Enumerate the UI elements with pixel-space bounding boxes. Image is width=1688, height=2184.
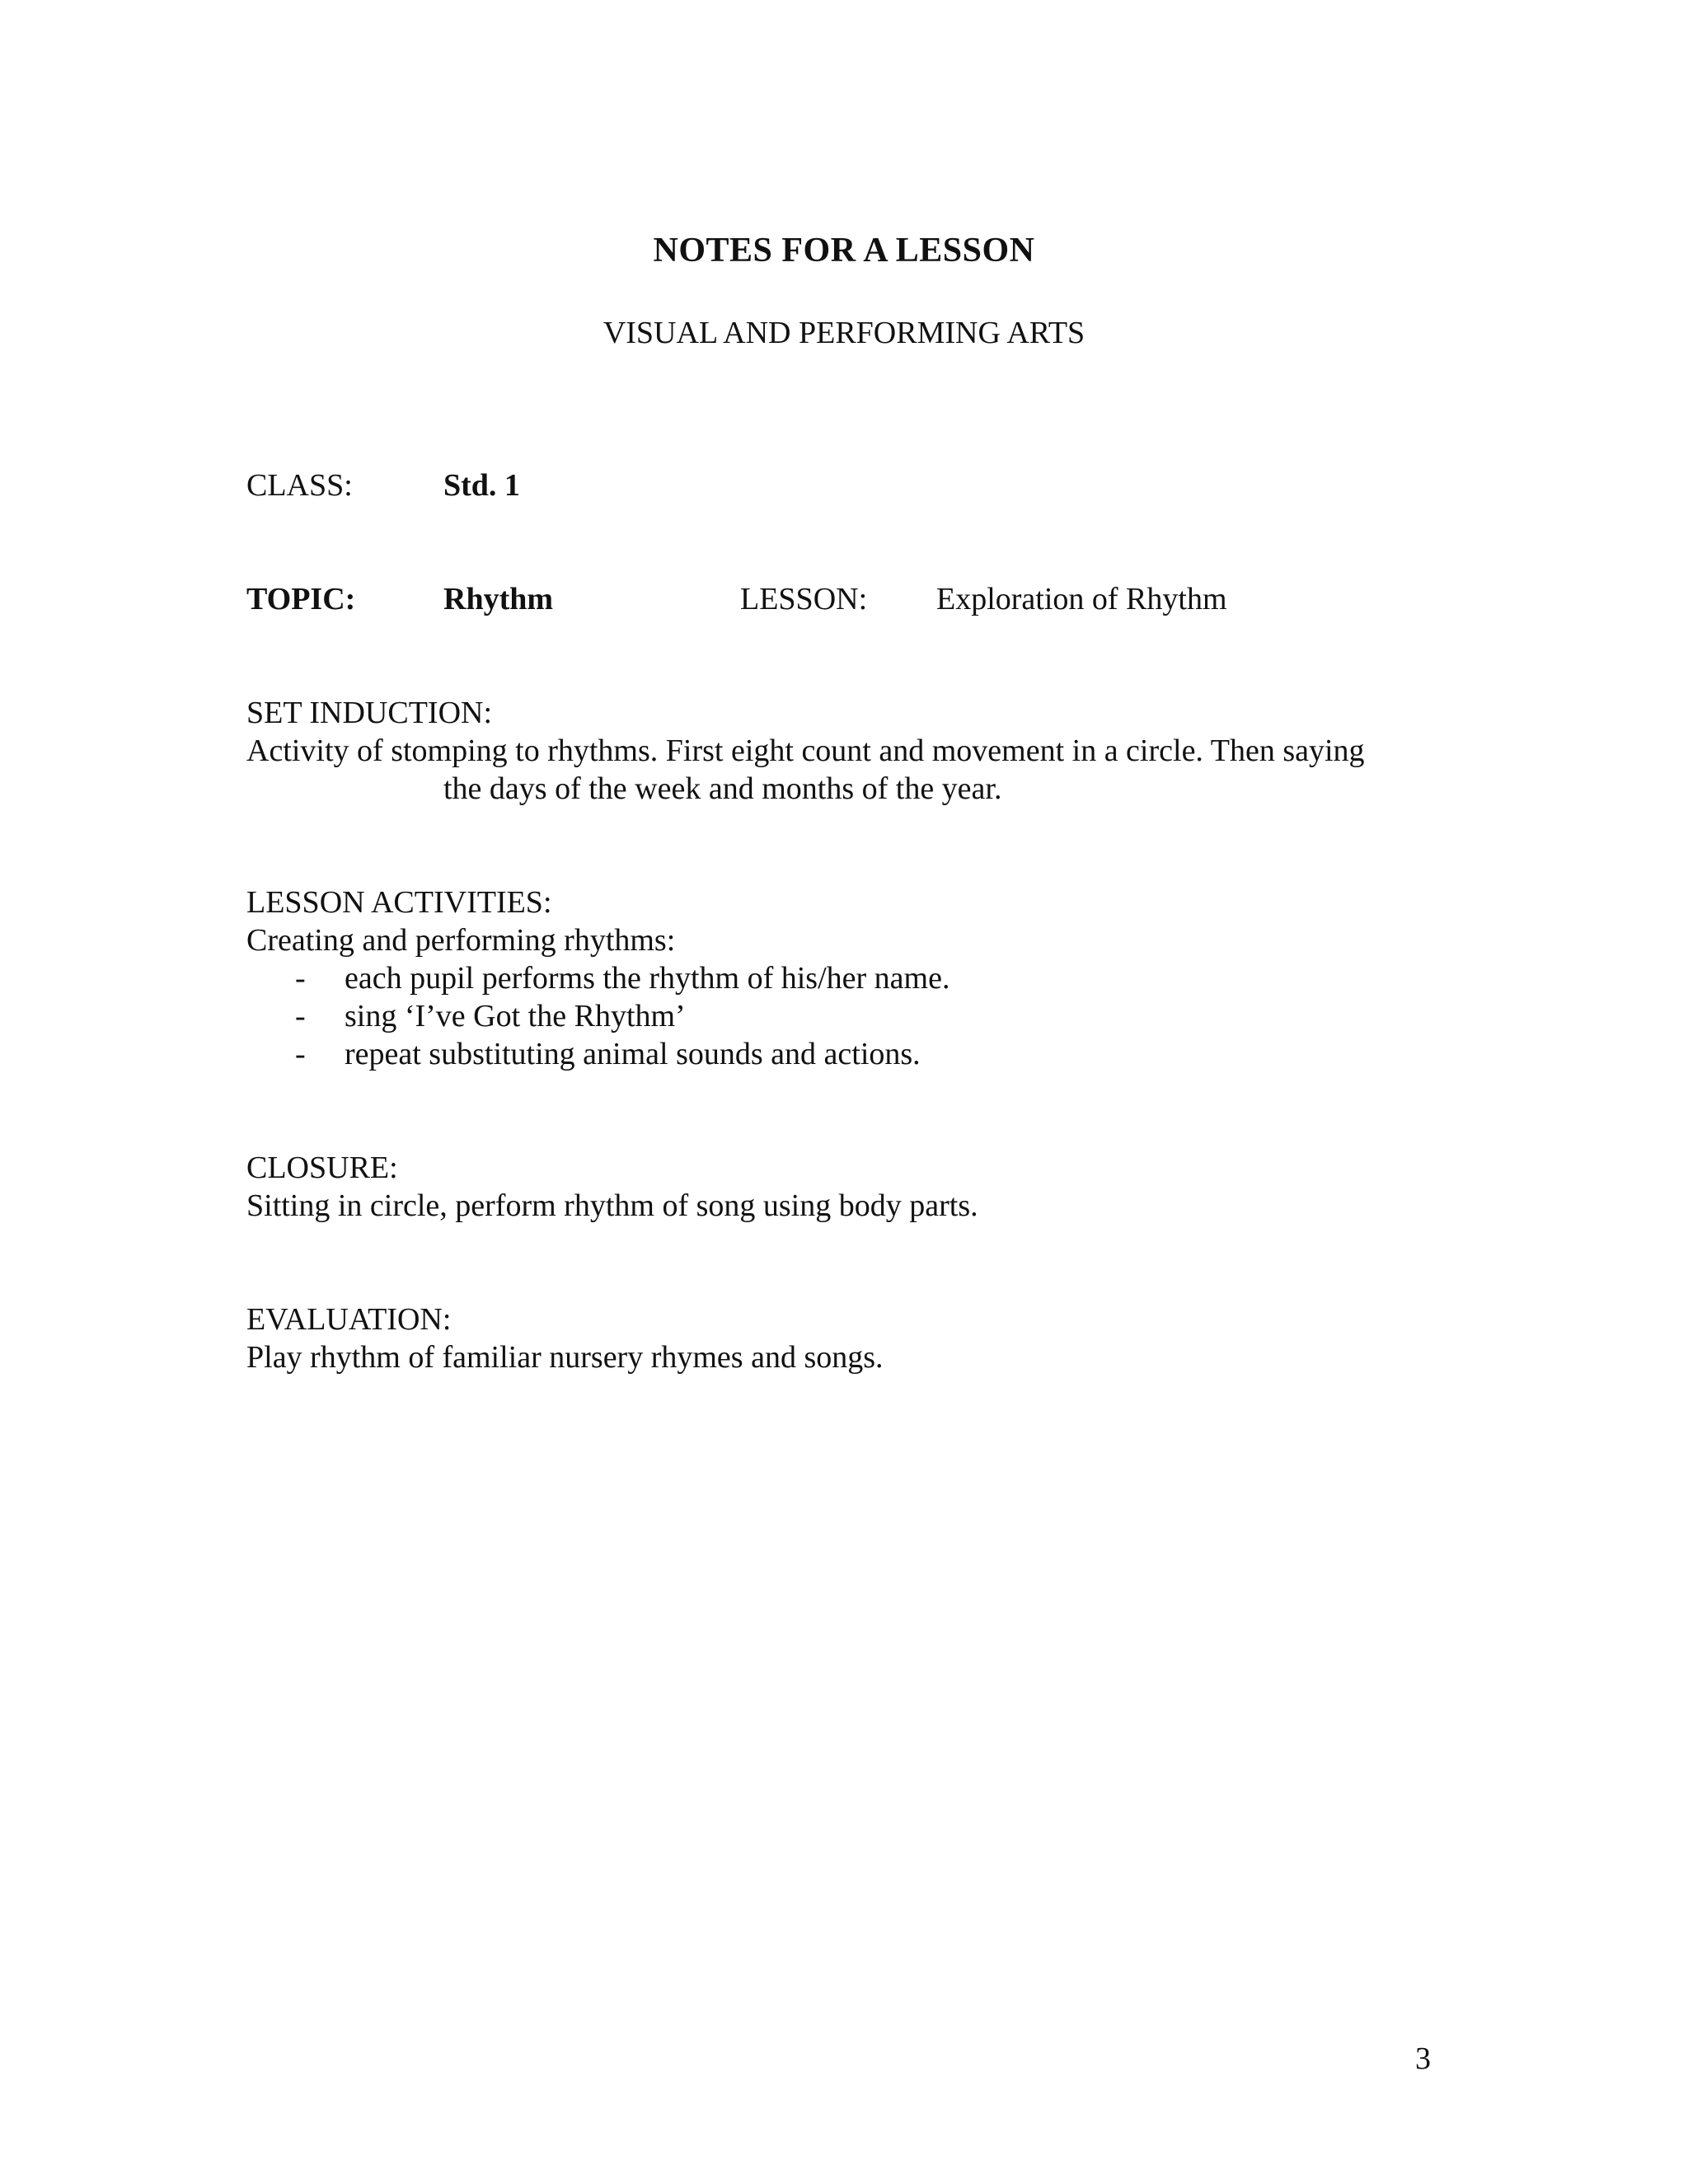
list-item: each pupil performs the rhythm of his/her name. bbox=[345, 961, 950, 996]
set-induction-line-2: the days of the week and months of the year. bbox=[443, 771, 1002, 806]
lesson-value: Exploration of Rhythm bbox=[936, 582, 1227, 616]
list-item: repeat substituting animal sounds and actions. bbox=[345, 1037, 921, 1071]
list-item: sing ‘I’ve Got the Rhythm’ bbox=[345, 999, 686, 1033]
lesson-activities-intro: Creating and performing rhythms: bbox=[246, 923, 676, 958]
class-label: CLASS: bbox=[246, 468, 353, 503]
evaluation-heading: EVALUATION: bbox=[246, 1302, 452, 1337]
lesson-label: LESSON: bbox=[740, 582, 868, 616]
page-number: 3 bbox=[1415, 2041, 1431, 2076]
set-induction-heading: SET INDUCTION: bbox=[246, 696, 493, 730]
closure-heading: CLOSURE: bbox=[246, 1151, 398, 1185]
lesson-activities-heading: LESSON ACTIVITIES: bbox=[246, 885, 552, 920]
topic-label: TOPIC: bbox=[246, 582, 356, 616]
topic-value: Rhythm bbox=[443, 582, 554, 616]
list-bullet: - bbox=[295, 1037, 306, 1071]
page-title: NOTES FOR A LESSON bbox=[653, 232, 1035, 269]
list-bullet: - bbox=[295, 999, 306, 1033]
class-value: Std. 1 bbox=[443, 468, 520, 503]
evaluation-text: Play rhythm of familiar nursery rhymes and songs. bbox=[246, 1340, 884, 1375]
list-bullet: - bbox=[295, 961, 306, 996]
closure-text: Sitting in circle, perform rhythm of song using body parts. bbox=[246, 1188, 978, 1223]
set-induction-line-1: Activity of stomping to rhythms. First eight count and movement in a circle. Then saying bbox=[246, 733, 1365, 768]
page-subtitle: VISUAL AND PERFORMING ARTS bbox=[603, 316, 1085, 350]
